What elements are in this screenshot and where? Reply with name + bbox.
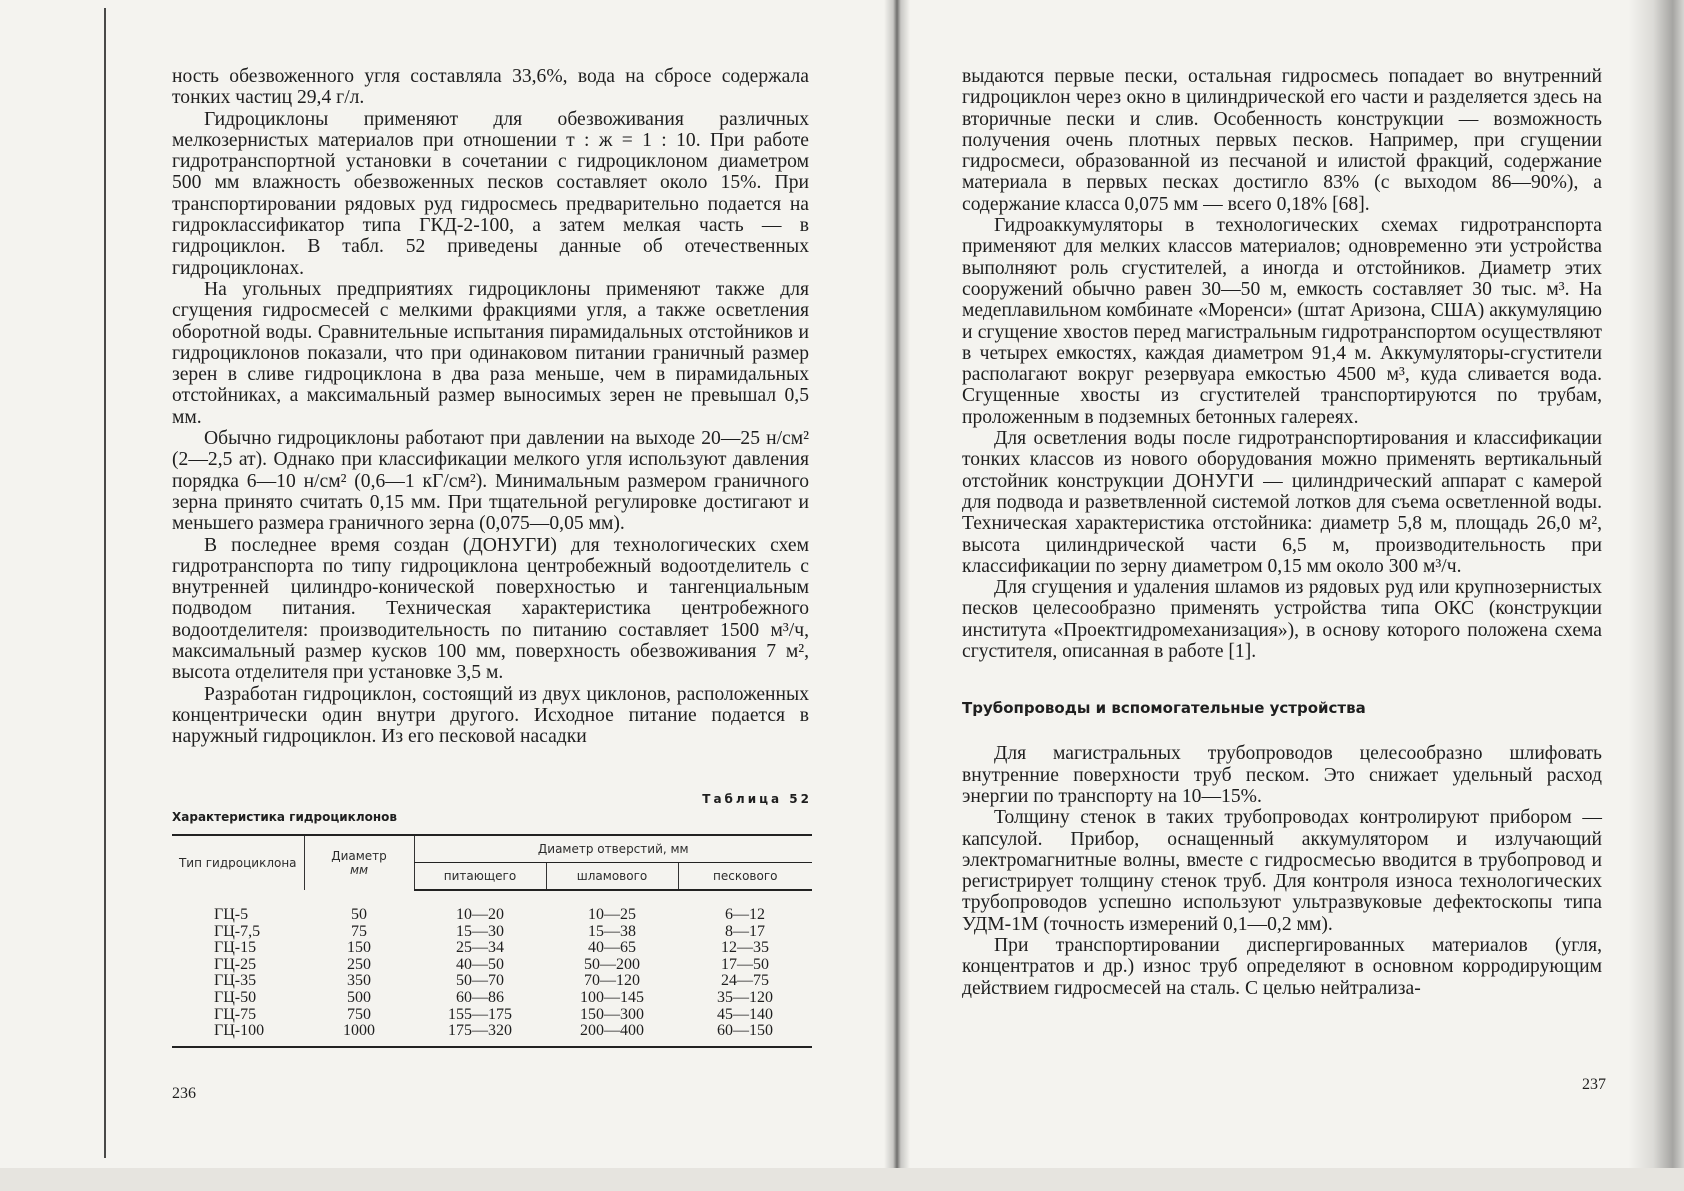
table-row	[172, 1007, 812, 1024]
header-sand: пескового	[678, 863, 812, 891]
paragraph: Для магистральных трубопроводов целесообразно шлифовать внутренние поверхности труб песком. Это снижает удельный расход энергии по транспорту на 10—15%.	[962, 743, 1602, 807]
header-slime: шламового	[546, 863, 678, 891]
cell-slime: 40—65	[588, 939, 636, 957]
table-title: Характеристика гидроциклонов	[172, 810, 397, 824]
header-diameter	[304, 835, 414, 890]
header-type: Тип гидроциклона	[172, 835, 304, 890]
cell-sand: 8—17	[725, 922, 765, 940]
cell-type: ГЦ-5	[214, 905, 249, 923]
table-row	[172, 890, 812, 924]
page-edge-left	[104, 8, 106, 1158]
hydrocyclone-table	[172, 834, 812, 1048]
paragraph: Гидроциклоны применяют для обезвоживания различных мелкозернистых материалов при отношении т : ж = 1 : 10. При работе гидротранспортной установки в сочетании с гидроциклоном диаметром 500 мм влажность обезвоженных песков составляет около 15%. При транспортировании рядовых руд гидросмесь предварительно подается на гидроклассификатор типа ГКД-2-100, а затем мелкая часть — в гидроциклон. В табл. 52 приведены данные об отечественных гидроциклонах.	[172, 108, 809, 279]
table-52	[172, 792, 812, 1048]
cell-slime: 200—400	[546, 1023, 678, 1047]
cell-feed: 50—70	[456, 972, 504, 990]
cell-sand: 6—12	[725, 906, 765, 923]
page-number-left: 236	[172, 1085, 196, 1102]
table-row	[172, 1023, 812, 1047]
cell-sand: 35—120	[717, 988, 773, 1006]
header-openings: Диаметр отверстий, мм	[414, 835, 812, 863]
cell-diameter: 50	[351, 905, 367, 923]
table-row	[172, 940, 812, 957]
section-heading: Трубопроводы и вспомогательные устройства	[962, 699, 1366, 718]
table-label: Таблица 52	[702, 792, 812, 806]
table-row	[172, 973, 812, 990]
cell-feed: 10—20	[456, 906, 504, 923]
cell-slime: 150—300	[580, 1005, 644, 1023]
cell-slime: 70—120	[584, 972, 640, 990]
header-diameter-label: Диаметр	[331, 849, 387, 863]
book-gutter	[884, 0, 910, 1170]
paragraph: Для сгущения и удаления шламов из рядовых руд или крупнозернистых песков целесообразно применять устройства типа ОКС (конструкции института «Проектгидромеханизация»), в основу которого положена схема сгустителя, описанная в работе [1].	[962, 577, 1602, 663]
cell-sand: 24—75	[721, 972, 769, 990]
paragraph: выдаются первые пески, остальная гидросмесь попадает во внутренний гидроциклон через окно в цилиндрической его части и разделяется здесь на вторичные пески и слив. Особенность конструкции — возможность получения очень плотных первых песков. Например, при сгущении гидросмеси, образованной из песчаной и илистой фракций, содержание материала в первых песках достигло 83% (с выходом 86—90%), а содержание класса 0,075 мм — всего 0,18% [68].	[962, 66, 1602, 215]
page-edge-shadow-right	[1628, 0, 1684, 1191]
table-row	[172, 924, 812, 941]
paragraph: На угольных предприятиях гидроциклоны применяют также для сгущения гидросмесей с мелкими фракциями угля, а также осветления оборотной воды. Сравнительные испытания пирамидальных отстойников и гидроциклонов показали, что при одинаковом питании граничный размер зерен в сливе гидроциклона в два раза меньше, чем в пирамидальных отстойниках, а максимальный размер выносимых зерен не превышал 0,5 мм.	[172, 278, 809, 428]
paragraph: При транспортировании диспергированных материалов (угля, концентратов и др.) износ труб определяют в основном корродирующим действием гидросмесей на сталь. С целью нейтрализа-	[962, 934, 1602, 999]
paragraph: Для осветления воды после гидротранспортирования и классификации тонких классов из нового оборудования можно применять вертикальный отстойник конструкции ДОНУГИ — цилиндрический аппарат с камерой для подвода и разветвленной системой лотков для съема осветленной воды. Техническая характеристика отстойника: диаметр 5,8 м, площадь 26,0 м², высота цилиндрической части 6,5 м, производительность при классификации по зерну диаметром 0,15 мм около 300 м³/ч.	[962, 428, 1602, 577]
cell-type: ГЦ-25	[214, 955, 257, 973]
cell-diameter: 75	[351, 922, 367, 940]
cell-feed: 155—175	[448, 1005, 512, 1023]
paragraph: Обычно гидроциклоны работают при давлении на выходе 20—25 н/см² (2—2,5 ат). Однако при классификации мелкого угля используют давления порядка 6—10 н/см² (0,6—1 кГ/см²). Минимальным размером граничного зерна принято считать 0,15 мм. При тщательной регулировке достигают и меньшего размера граничного зерна (0,075—0,05 мм).	[172, 428, 809, 535]
paragraph: ность обезвоженного угля составляла 33,6%, вода на сбросе содержала тонких частиц 29,4 г/л.	[172, 66, 809, 109]
cell-feed: 175—320	[414, 1023, 546, 1047]
cell-diameter: 150	[347, 939, 371, 957]
cell-sand: 60—150	[678, 1023, 812, 1047]
cell-type: ГЦ-35	[214, 972, 257, 990]
cell-slime: 15—38	[588, 922, 636, 940]
cell-type: ГЦ-100	[172, 1023, 304, 1047]
cell-diameter: 350	[347, 972, 371, 990]
cell-slime: 50—200	[584, 955, 640, 973]
cell-feed: 60—86	[456, 988, 504, 1006]
scan-bottom-strip	[0, 1168, 1684, 1191]
paragraph: В последнее время создан (ДОНУГИ) для технологических схем гидротранспорта по типу гидроциклона центробежный водоотделитель с внутренней цилиндро-конической поверхностью и тангенциальным подводом питания. Техническая характеристика центробежного водоотделителя: производительность по питанию составляет 1500 м³/ч, максимальный размер кусков 100 мм, поверхность обезвоживания 7 м², высота отделителя при установке 3,5 м.	[172, 534, 809, 684]
right-page-text	[962, 66, 1602, 999]
cell-diameter: 750	[347, 1005, 371, 1023]
cell-type: ГЦ-50	[214, 988, 257, 1006]
paragraph: Толщину стенок в таких трубопроводах контролируют прибором — капсулой. Прибор, оснащенный аккумулятором и излучающий электромагнитные волны, вместе с гидросмесью вводится в трубопровод и регистрирует толщину стенок труб. Для контроля износа технологических трубопроводов успешно используют ультразвуковые дефектоскопы типа УДМ-1М (точность измерений 0,1—0,2 мм).	[962, 807, 1602, 935]
cell-slime: 100—145	[580, 988, 644, 1006]
cell-feed: 15—30	[456, 922, 504, 940]
cell-diameter: 500	[347, 988, 371, 1006]
cell-sand: 12—35	[721, 939, 769, 957]
cell-type: ГЦ-75	[214, 1005, 257, 1023]
cell-diameter: 250	[347, 955, 371, 973]
cell-slime: 10—25	[588, 906, 636, 923]
cell-sand: 45—140	[717, 1005, 773, 1023]
paragraph: Гидроаккумуляторы в технологических схемах гидротранспорта применяют для мелких классов материалов; одновременно эти устройства выполняют роль сгустителей, а иногда и отстойников. Диаметр этих сооружений обычно равен 30—50 м, емкость составляет 30 тыс. м³. На медеплавильном комбинате «Моренси» (штат Аризона, США) аккумуляцию и сгущение хвостов перед магистральным гидротранспортом осуществляют в четырех емкостях, каждая диаметром 91,4 м. Аккумуляторы-сгустители располагают вокруг резервуара емкостью 4500 м³, куда сливается вода. Сгущенные хвосты из сгустителей транспортируются по трубам, проложенным в подземных бетонных галереях.	[962, 215, 1602, 428]
cell-sand: 17—50	[721, 955, 769, 973]
header-feed: питающего	[414, 863, 546, 891]
table-row	[172, 990, 812, 1007]
cell-diameter: 1000	[304, 1023, 414, 1047]
cell-feed: 40—50	[456, 955, 504, 973]
cell-feed: 25—34	[456, 939, 504, 957]
page-number-right: 237	[1582, 1076, 1606, 1093]
paragraph: Разработан гидроциклон, состоящий из двух циклонов, расположенных концентрически один внутри другого. Исходное питание подается в наружный гидроциклон. Из его песковой насадки	[172, 683, 809, 748]
cell-type: ГЦ-7,5	[214, 922, 261, 940]
table-row	[172, 957, 812, 974]
header-diameter-unit: мм	[349, 863, 369, 877]
cell-type: ГЦ-15	[214, 939, 257, 957]
left-page-text	[172, 66, 809, 748]
